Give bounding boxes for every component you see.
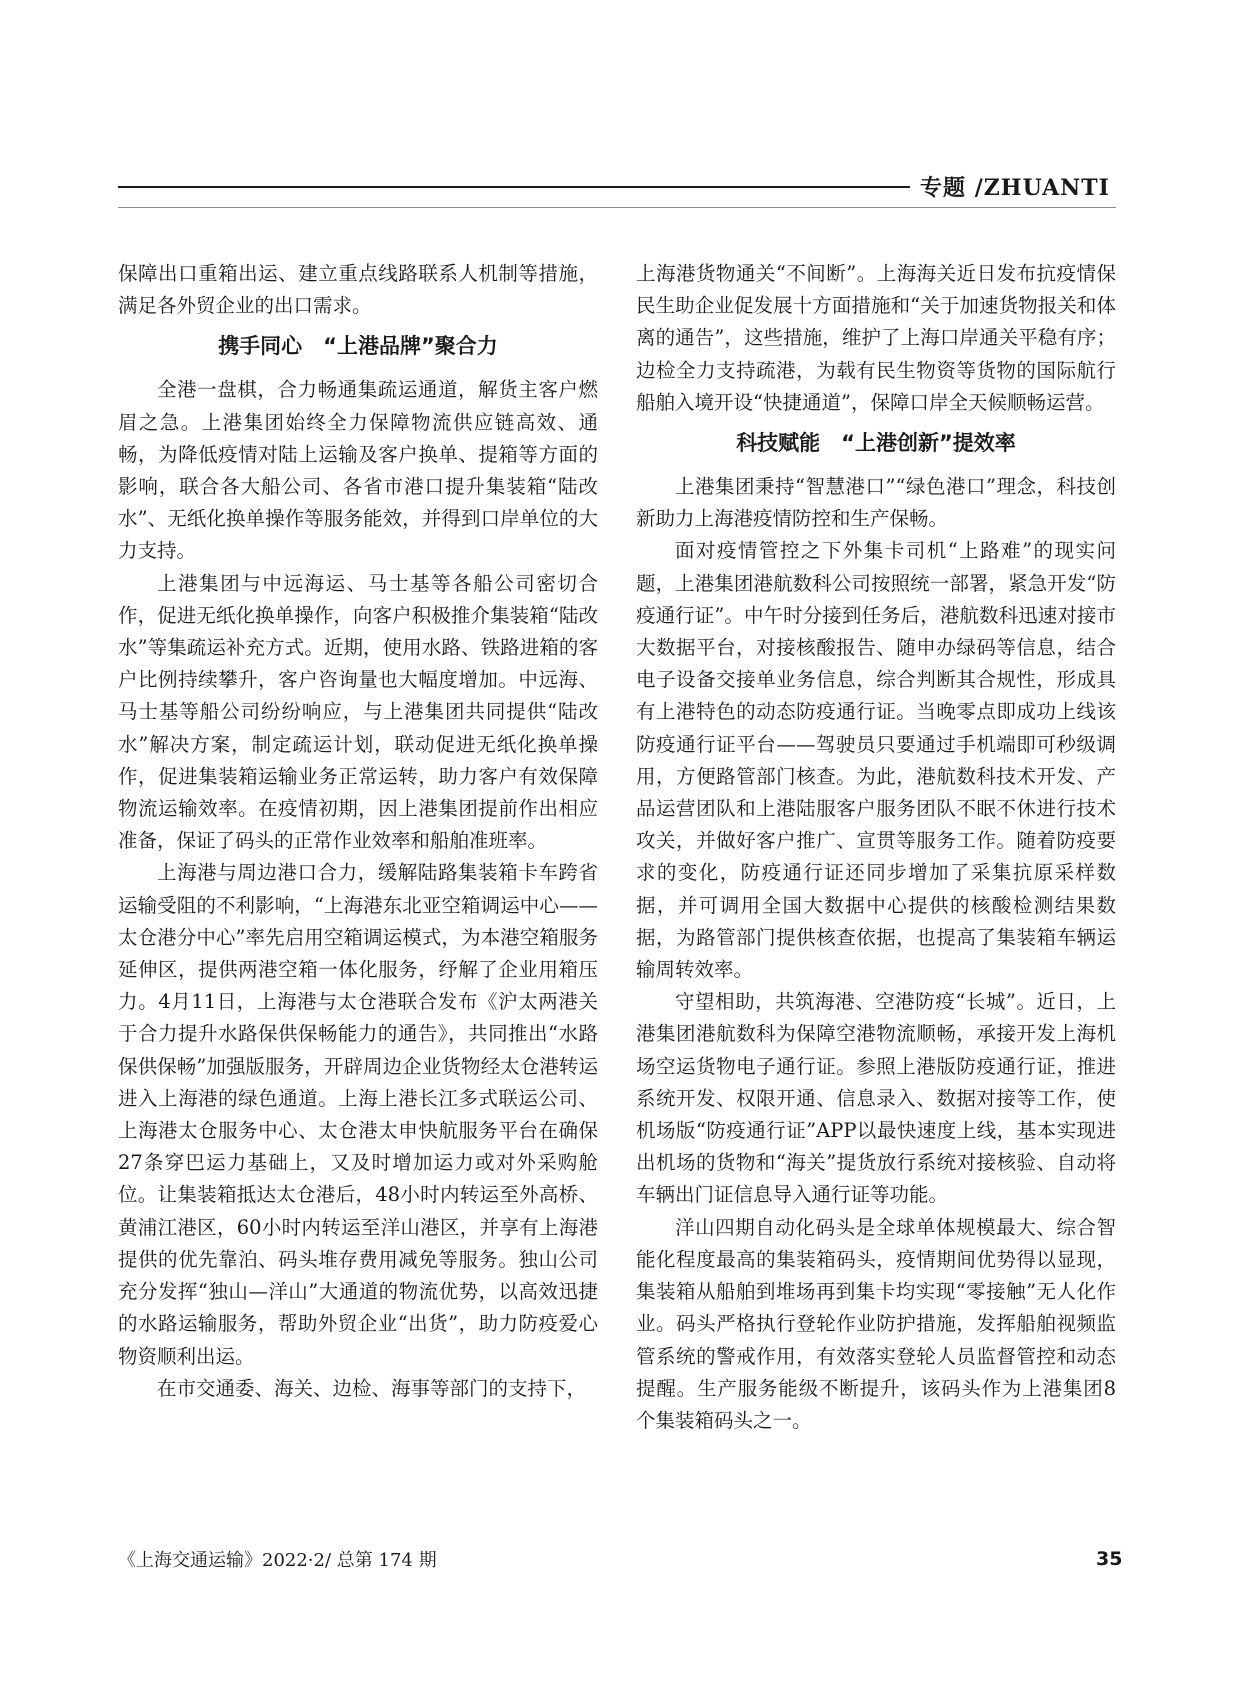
left-column: [118, 258, 598, 1405]
paragraph: 上海港货物通关“不间断”。上海海关近日发布抗疫情保民生助企业促发展十方面措施和“关于加速货物报关和体离的通告”，这些措施，维护了上海口岸通关平稳有序；边检全力支持疏港，为载有民生物资等货物的国际航行船舶入境开设“快捷通道”，保障口岸全天候顺畅运营。: [636, 262, 1116, 414]
paragraph: 上港集团秉持“智慧港口”“绿色港口”理念，科技创新助力上海港疫情防控和生产保畅。: [636, 475, 1116, 531]
section-heading: 科技赋能 “上港创新”提效率: [736, 431, 1016, 456]
paragraph: 洋山四期自动化码头是全球单体规模最大、综合智能化程度最高的集装箱码头，疫情期间优势得以显现，集装箱从船舶到堆场再到集卡均实现“零接触”无人化作业。码头严格执行登轮作业防护措施，发挥船舶视频监管系统的警戒作用，有效落实登轮人员监督管控和动态提醒。生产服务能级不断提升，该码头作为上港集团8个集装箱码头之一。: [636, 1215, 1116, 1432]
section-heading: 携手同心 “上港品牌”聚合力: [218, 334, 498, 359]
right-column: [636, 258, 1116, 1437]
page-number: 35: [1096, 1548, 1123, 1570]
paragraph: 上港集团与中远海运、马士基等各船公司密切合作，促进无纸化换单操作，向客户积极推介集装箱“陆改水”等集疏运补充方式。近期，使用水路、铁路进箱的客户比例持续攀升，客户咨询量也大幅度增加。中远海、马士基等船公司纷纷响应，与上港集团共同提供“陆改水”解决方案，制定疏运计划，联动促进无纸化换单操作，促进集装箱运输业务正常运转，助力客户有效保障物流运输效率。在疫情初期，因上港集团提前作出相应准备，保证了码头的正常作业效率和船舶准班率。: [118, 571, 598, 853]
section-label-cn: 专题: [920, 175, 967, 201]
paragraph: 在市交通委、海关、边检、海事等部门的支持下，: [157, 1376, 587, 1400]
paragraph: 上海港与周边港口合力，缓解陆路集装箱卡车跨省运输受阻的不利影响，“上海港东北亚空箱调运中心——太仓港分中心”率先启用空箱调运模式，为本港空箱服务延伸区，提供两港空箱一体化服务，纾解了企业用箱压力。4月11日，上海港与太仓港联合发布《沪太两港关于合力提升水路保供保畅能力的通告》，共同推出“水路保供保畅”加强版服务，开辟周边企业货物经太仓港转运进入上海港的绿色通道。上海上港长江多式联运公司、上海港太仓服务中心、太仓港太申快航服务平台在确保27条穿巴运力基础上，又及时增加运力或对外采购舱位。让集装箱抵达太仓港后，48小时内转运至外高桥、黄浦江港区，60小时内转运至洋山港区，并享有上海港提供的优先靠泊、码头堆存费用减免等服务。独山公司充分发挥“独山—洋山”大通道的物流优势，以高效迅捷的水路运输服务，帮助外贸企业“出货”，助力防疫爱心物资顺利出运。: [118, 861, 598, 1368]
section-label-en: /ZHUANTI: [974, 175, 1110, 201]
paragraph: 全港一盘棋，合力畅通集疏运通道，解货主客户燃眉之急。上港集团始终全力保障物流供应链高效、通畅，为降低疫情对陆上运输及客户换单、提箱等方面的影响，联合各大船公司、各省市港口提升集装箱“陆改水”、无纸化换单操作等服务能效，并得到口岸单位的大力支持。: [118, 378, 598, 563]
paragraph: 守望相助，共筑海港、空港防疫“长城”。近日，上港集团港航数科为保障空港物流顺畅，承接开发上海机场空运货物电子通行证。参照上港版防疫通行证，推进系统开发、权限开通、信息录入、数据对接等工作，使机场版“防疫通行证”APP以最快速度上线，基本实现进出机场的货物和“海关”提货放行系统对接核验、自动将车辆出门证信息导入通行证等功能。: [636, 990, 1116, 1207]
section-label: [920, 171, 1110, 202]
paragraph: 保障出口重箱出运、建立重点线路联系人机制等措施，满足各外贸企业的出口需求。: [118, 262, 598, 318]
paragraph: 面对疫情管控之下外集卡司机“上路难”的现实问题，上港集团港航数科公司按照统一部署，紧急开发“防疫通行证”。中午时分接到任务后，港航数科迅速对接市大数据平台，对接核酸报告、随申办绿码等信息，结合电子设备交接单业务信息，综合判断其合规性，形成具有上港特色的动态防疫通行证。当晚零点即成功上线该防疫通行证平台——驾驶员只要通过手机端即可秒级调用，方便路管部门核查。为此，港航数科技术开发、产品运营团队和上港陆服客户服务团队不眠不休进行技术攻关，并做好客户推广、宣贯等服务工作。随着防疫要求的变化，防疫通行证还同步增加了采集抗原采样数据，并可调用全国大数据中心提供的核酸检测结果数据，为路管部门提供核查依据，也提高了集装箱车辆运输周转效率。: [636, 539, 1116, 982]
header-rule-thin: [118, 207, 1116, 208]
header-rule: [118, 186, 910, 188]
footer-journal: 《上海交通运输》2022·2/ 总第 174 期: [118, 1550, 437, 1571]
